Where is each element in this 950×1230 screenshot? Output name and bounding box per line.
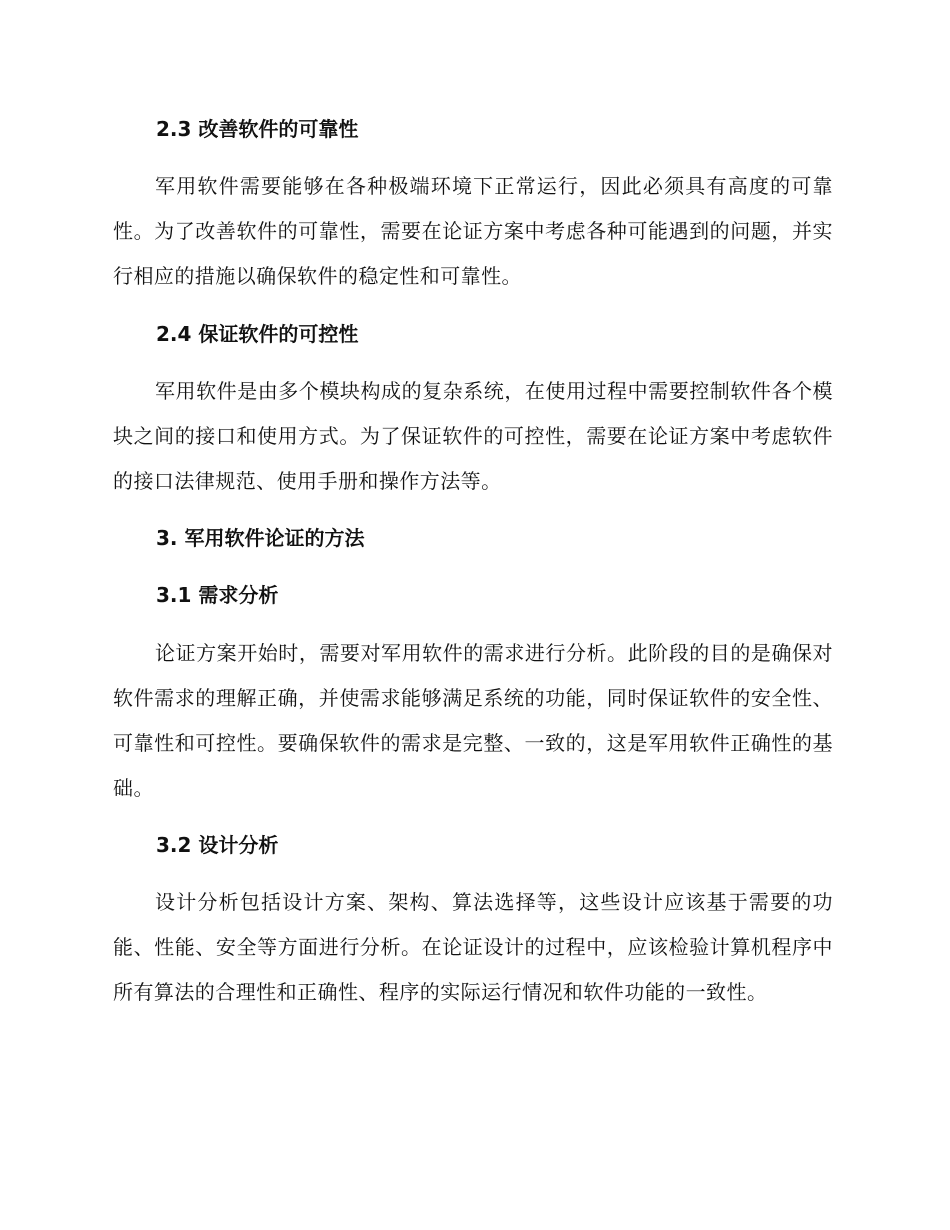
section-heading-3: 3. 军用软件论证的方法 [156, 526, 365, 550]
section-heading-3-1: 3.1 需求分析 [156, 583, 279, 607]
section-paragraph-2-3: 军用软件需要能够在各种极端环境下正常运行，因此必须具有高度的可靠性。为了改善软件的可靠性，需要在论证方案中考虑各种可能遇到的问题，并实行相应的措施以确保软件的稳定性和可靠性。 [113, 174, 833, 288]
section-paragraph-3-2: 设计分析包括设计方案、架构、算法选择等，这些设计应该基于需要的功能、性能、安全等方面进行分析。在论证设计的过程中，应该检验计算机程序中所有算法的合理性和正确性、程序的实际运行情况和软件功能的一致性。 [113, 890, 833, 1004]
section-heading-2-3: 2.3 改善软件的可靠性 [156, 117, 359, 141]
section-heading-2-4: 2.4 保证软件的可控性 [156, 322, 359, 346]
section-paragraph-2-4: 军用软件是由多个模块构成的复杂系统，在使用过程中需要控制软件各个模块之间的接口和使用方式。为了保证软件的可控性，需要在论证方案中考虑软件的接口法律规范、使用手册和操作方法等。 [113, 379, 833, 493]
section-heading-3-2: 3.2 设计分析 [156, 833, 279, 857]
section-paragraph-3-1: 论证方案开始时，需要对军用软件的需求进行分析。此阶段的目的是确保对软件需求的理解正确，并使需求能够满足系统的功能，同时保证软件的安全性、可靠性和可控性。要确保软件的需求是完整、一致的，这是军用软件正确性的基础。 [113, 641, 833, 800]
